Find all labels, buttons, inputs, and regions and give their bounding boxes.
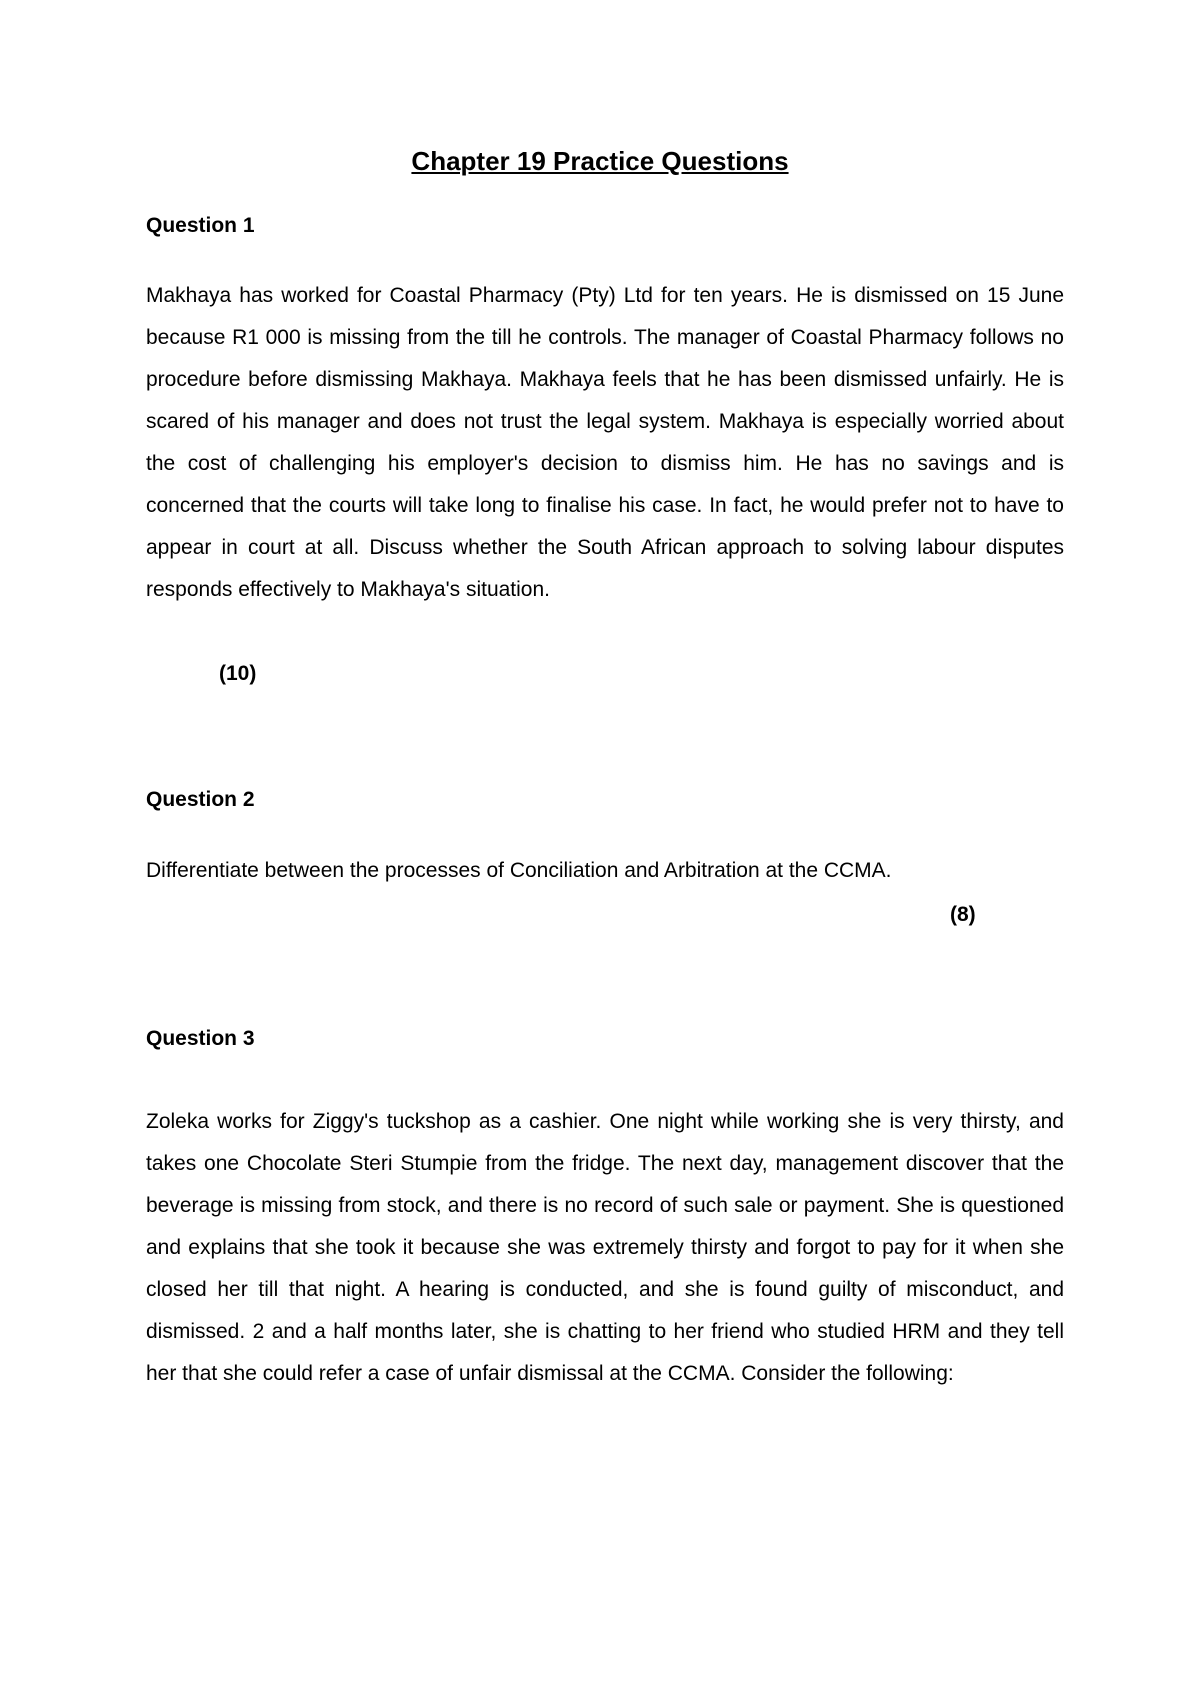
question-2-marks: (8) xyxy=(950,903,976,926)
question-2-heading: Question 2 xyxy=(146,788,255,811)
question-1-body: Makhaya has worked for Coastal Pharmacy (Pty) Ltd for ten years. He is dismissed on 15 June because R1 000 is missing from the till he controls. The manager of Coastal Pharmacy follows no procedure before dismissing Makhaya. Makhaya feels that he has been dismissed unfairly. He is scared of his manager and does not trust the legal system. Makhaya is especially worried about the cost of challenging his employer's decision to dismiss him. He has no savings and is concerned that the courts will take long to finalise his case. In fact, he would prefer not to have to appear in court at all. Discuss whether the South African approach to solving labour disputes responds effectively to Makhaya's situation. xyxy=(146,284,1064,601)
question-2-body: Differentiate between the processes of Conciliation and Arbitration at the CCMA. xyxy=(146,859,892,882)
question-3-body: Zoleka works for Ziggy's tuckshop as a cashier. One night while working she is very thirsty, and takes one Chocolate Steri Stumpie from the fridge. The next day, management discover that the beverage is missing from stock, and there is no record of such sale or payment. She is questioned and explains that she took it because she was extremely thirsty and forgot to pay for it when she closed her till that night. A hearing is conducted, and she is found guilty of misconduct, and dismissed. 2 and a half months later, she is chatting to her friend who studied HRM and they tell her that she could refer a case of unfair dismissal at the CCMA. Consider the following: xyxy=(146,1110,1064,1385)
page-title: Chapter 19 Practice Questions xyxy=(411,146,789,176)
question-1-marks: (10) xyxy=(219,662,257,685)
question-3-heading: Question 3 xyxy=(146,1027,255,1050)
question-1-heading: Question 1 xyxy=(146,214,255,237)
